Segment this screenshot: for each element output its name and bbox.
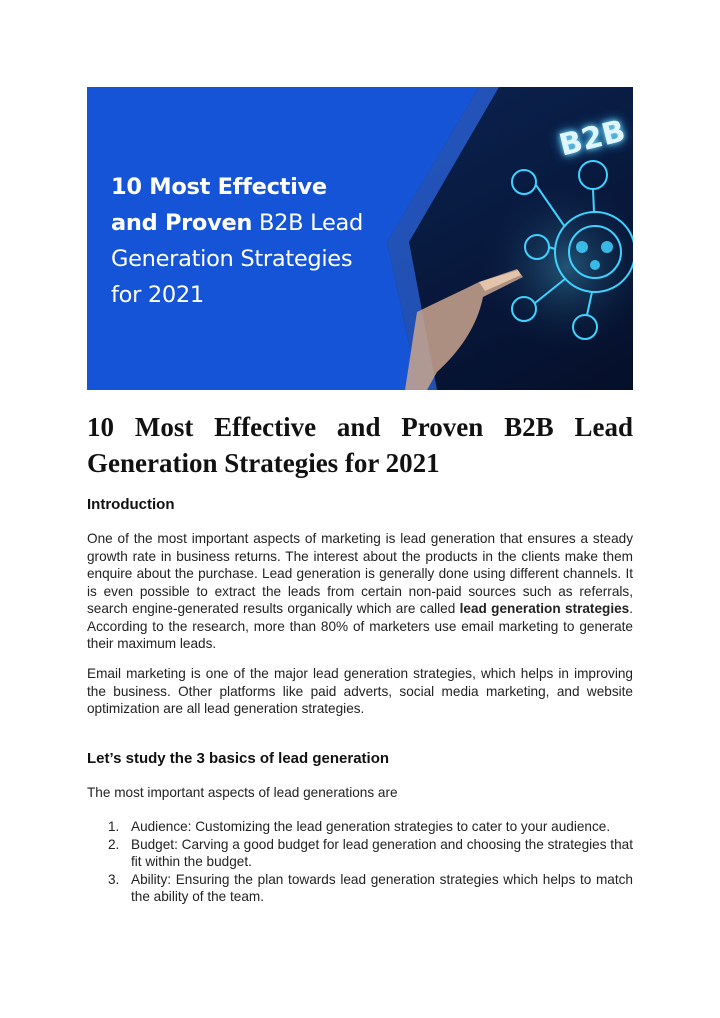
introduction-paragraph-2: Email marketing is one of the major lead generation strategies, which helps in improving the business. Other platforms like paid adverts, social media marketing, and website optimization are all lead generation strategies. bbox=[87, 666, 633, 716]
lead-generation-strategies-term: lead generation strategies bbox=[459, 601, 630, 616]
basics-intro: The most important aspects of lead generations are bbox=[87, 785, 398, 800]
page-title-line-1: 10 Most Effective and Proven B2B Lead bbox=[87, 412, 633, 442]
page-title bbox=[87, 409, 633, 481]
hero-title-line: 10 Most Effective bbox=[111, 174, 327, 200]
hero-banner-image bbox=[87, 87, 633, 390]
b2b-badge: B2B bbox=[555, 113, 629, 164]
list-item: 2. Budget: Carving a good budget for lead generation and choosing the strategies that fit within the budget. bbox=[108, 836, 633, 869]
basics-heading: Let’s study the 3 basics of lead generation bbox=[87, 750, 390, 767]
basics-list bbox=[87, 818, 633, 906]
introduction-heading: Introduction bbox=[87, 496, 175, 513]
hero-title-line: and Proven B2B Lead bbox=[111, 210, 363, 236]
page-title-line-2: Generation Strategies for 2021 bbox=[87, 448, 440, 478]
hero-title-line: for 2021 bbox=[111, 282, 204, 308]
list-item: 3. Ability: Ensuring the plan towards lead generation strategies which helps to match the ability of the team. bbox=[108, 871, 633, 904]
hero-title bbox=[111, 169, 411, 313]
document-page bbox=[87, 87, 633, 904]
hero-title-line: Generation Strategies bbox=[111, 246, 353, 272]
list-item: 1. Audience: Customizing the lead generation strategies to cater to your audience. bbox=[108, 819, 611, 834]
introduction-paragraph-1: One of the most important aspects of marketing is lead generation that ensures a steady growth rate in business returns. The interest about the products in the clients make them enquire about the purchase. Lead generation is generally done using different channels. It is even possible to extract the leads from certain non-paid sources such as referrals, search engine-generated results organically which are called lead generation strategies. According to the research, more than 80% of marketers use email marketing to generate their maximum leads. bbox=[87, 531, 633, 651]
